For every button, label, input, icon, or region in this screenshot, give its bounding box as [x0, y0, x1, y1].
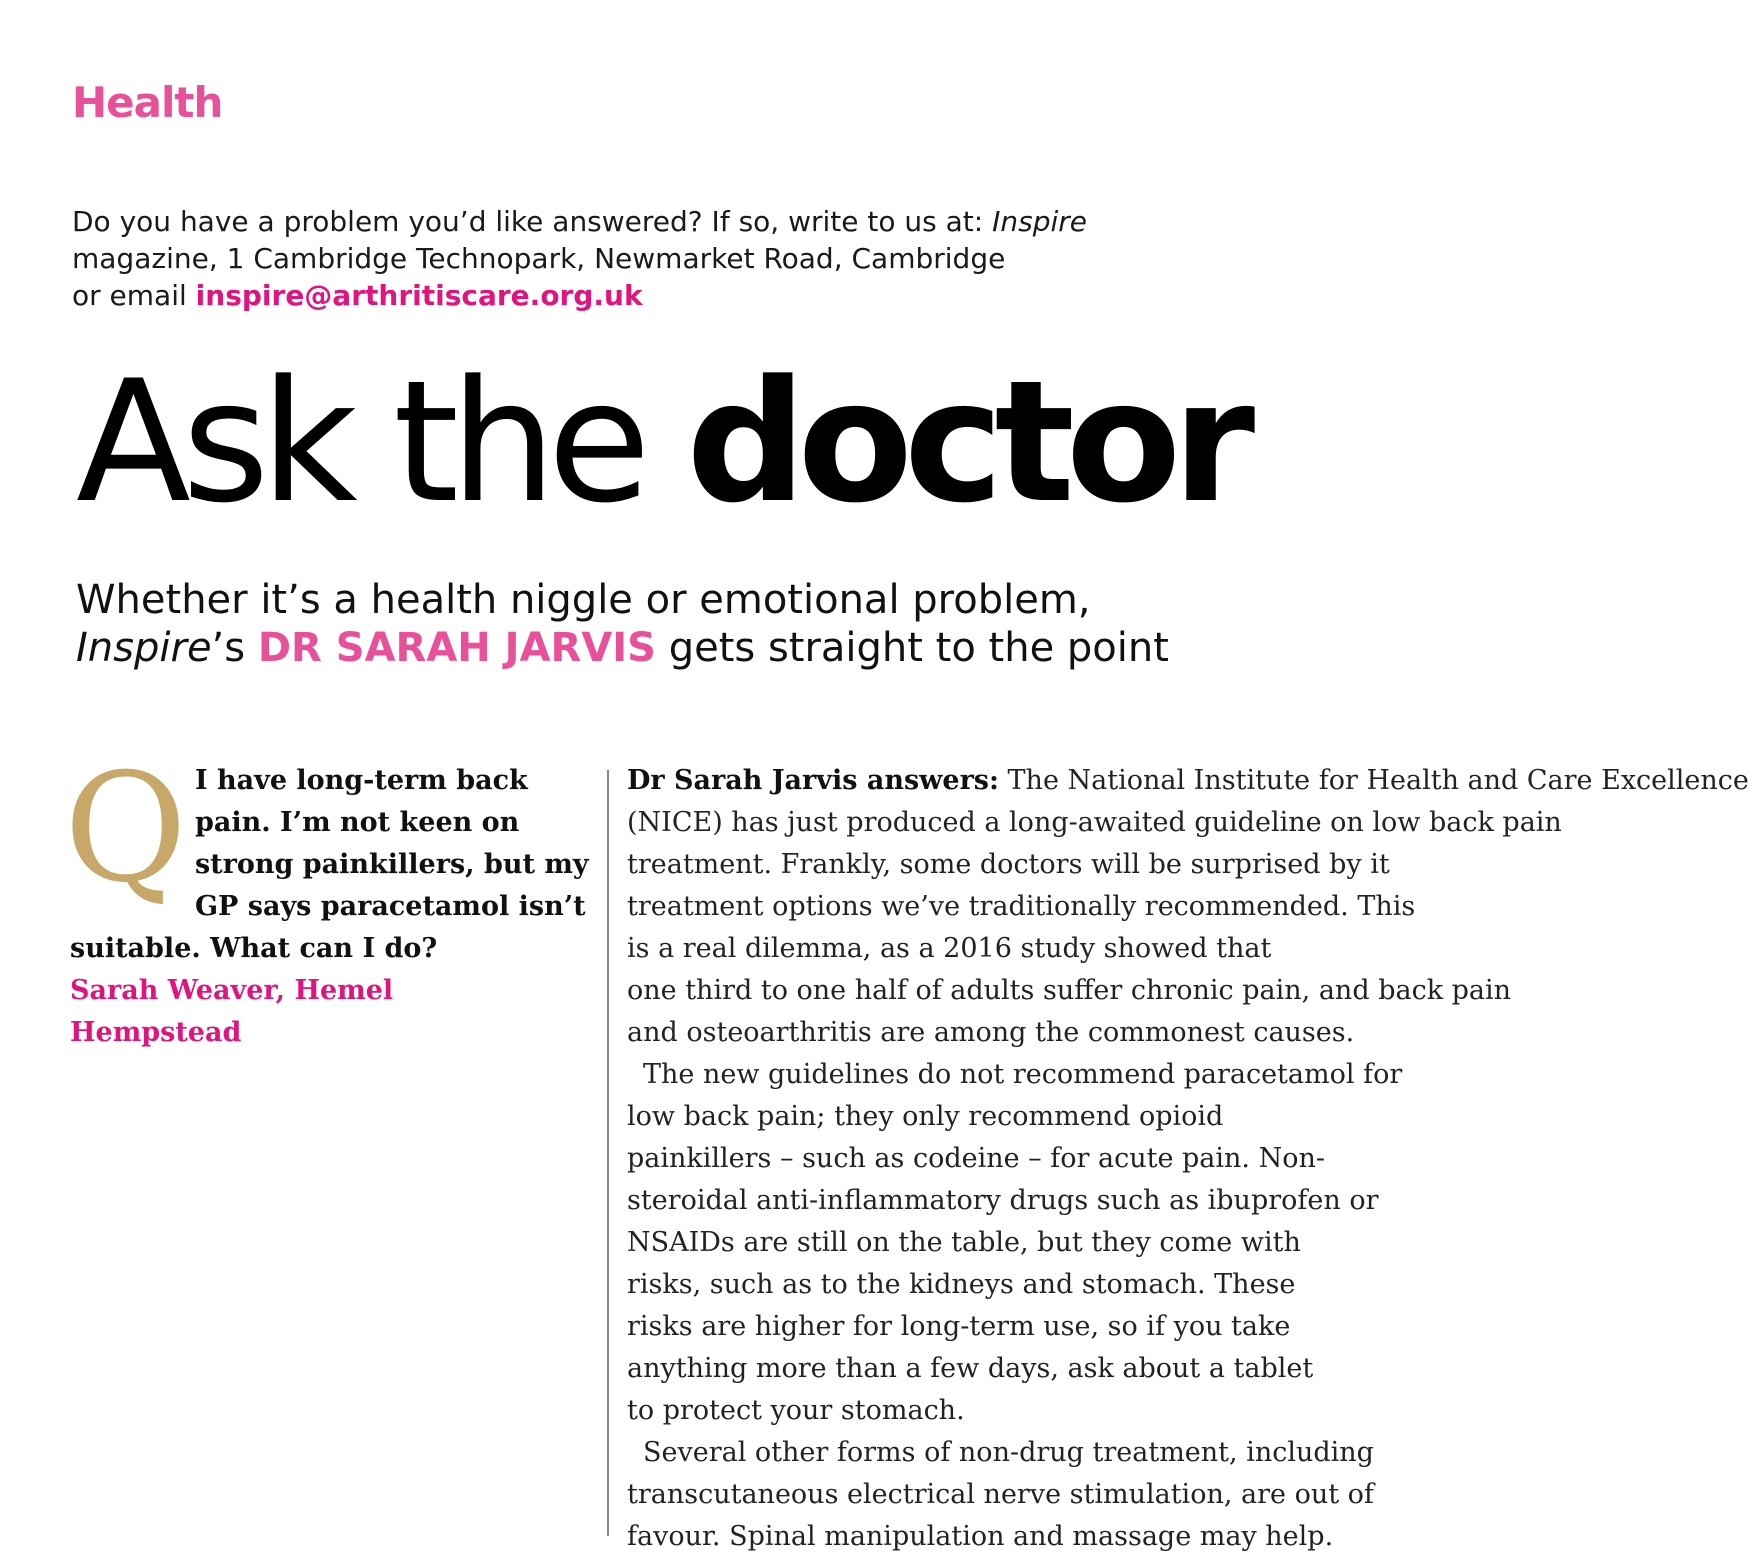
answer-line: to protect your stomach.: [627, 1395, 965, 1426]
question-drop-cap: Q: [64, 742, 187, 916]
standfirst-line-1: Whether it’s a health niggle or emotional problem,: [76, 577, 1091, 623]
answer-line: painkillers – such as codeine – for acute pain. Non-: [627, 1143, 1325, 1174]
question-asker: Sarah Weaver, Hemel Hempstead: [70, 975, 394, 1048]
answer-lead: Dr Sarah Jarvis answers:: [627, 765, 999, 796]
answer-line: treatment. Frankly, some doctors will be surprised by it: [627, 849, 1390, 880]
answer-line: favour. Spinal manipulation and massage may help.: [627, 1521, 1334, 1552]
answer-line: steroidal anti-inflammatory drugs such as ibuprofen or: [627, 1185, 1379, 1216]
title-bold: doctor: [686, 344, 1247, 540]
standfirst-publication: Inspire: [76, 625, 212, 671]
answer-line: is a real dilemma, as a 2016 study showed that: [627, 933, 1272, 964]
answer-line: low back pain; they only recommend opioid: [627, 1101, 1224, 1132]
answer-line: and osteoarthritis are among the commonest causes.: [627, 1017, 1355, 1048]
intro-email-prefix: or email: [72, 279, 196, 312]
answer-block: [627, 760, 1749, 1558]
intro-text: [72, 203, 1272, 314]
column-divider: [607, 770, 609, 1536]
intro-line-1: [72, 203, 1272, 240]
answer-line: risks are higher for long-term use, so if you take: [627, 1311, 1291, 1342]
intro-magazine-name: Inspire: [992, 205, 1087, 238]
standfirst-line-2: [76, 624, 1169, 672]
intro-line-2: magazine, 1 Cambridge Technopark, Newmarket Road, Cambridge: [72, 242, 1006, 275]
doctor-name: DR SARAH JARVIS: [257, 625, 656, 671]
answer-line: risks, such as to the kidneys and stomach. These: [627, 1269, 1296, 1300]
answer-line: anything more than a few days, ask about a tablet: [627, 1353, 1314, 1384]
answer-line: Several other forms of non-drug treatment, including: [643, 1437, 1374, 1468]
question-text: I have long-term back pain. I’m not keen on strong painkillers, but my GP says paracetamol isn’t suitable. What can I do?: [70, 765, 589, 964]
answer-line: (NICE) has just produced a long-awaited guideline on low back pain: [627, 807, 1562, 838]
question-block: [64, 742, 590, 1054]
email-link[interactable]: inspire@arthritiscare.org.uk: [195, 279, 643, 312]
answer-line: transcutaneous electrical nerve stimulation, are out of: [627, 1479, 1374, 1510]
answer-line: one third to one half of adults suffer chronic pain, and back pain: [627, 975, 1512, 1006]
answer-line: [627, 760, 1749, 802]
answer-line-text: The National Institute for Health and Care Excellence: [998, 765, 1749, 796]
page-title: [76, 344, 1247, 540]
standfirst-suffix: gets straight to the point: [655, 625, 1169, 671]
standfirst: [76, 576, 1169, 672]
intro-line-3: [72, 277, 1272, 314]
standfirst-possessive: ’s: [211, 625, 258, 671]
intro-line-1-text: Do you have a problem you’d like answered? If so, write to us at:: [72, 205, 993, 238]
title-light: Ask the: [76, 344, 687, 540]
answer-line: treatment options we’ve traditionally recommended. This: [627, 891, 1416, 922]
answer-line: NSAIDs are still on the table, but they come with: [627, 1227, 1301, 1258]
answer-line: The new guidelines do not recommend paracetamol for: [643, 1059, 1403, 1090]
section-label: Health: [72, 78, 223, 127]
